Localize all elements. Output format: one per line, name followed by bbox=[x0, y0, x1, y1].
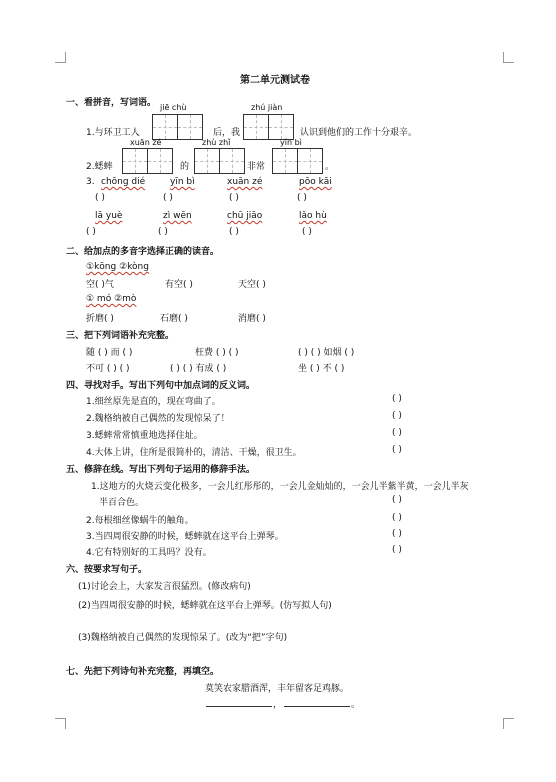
q3-number: 3. bbox=[86, 177, 95, 187]
box-cell[interactable] bbox=[298, 149, 322, 173]
antonym-item: 4.大体上讲，住所是很简朴的，清洁、干燥，很卫生。 bbox=[86, 448, 302, 458]
box-cell[interactable] bbox=[153, 115, 178, 139]
pinyin-item: chū jiāo bbox=[227, 211, 263, 221]
reading-options-mo: ① mó ②mò bbox=[86, 294, 137, 304]
sentence-task: (2)当四周很安静的时候，蟋蟀就在这平台上弹琴。(仿写拟人句) bbox=[78, 601, 332, 611]
pinyin-item: xuān zé bbox=[227, 177, 263, 187]
pinyin-zhuzhi: zhù zhǐ bbox=[202, 138, 231, 147]
answer-paren[interactable]: ( ) bbox=[392, 445, 402, 455]
answer-paren[interactable]: ( ) bbox=[392, 495, 402, 505]
poem-period: 。 bbox=[351, 700, 361, 710]
section-1-heading: 一、看拼音，写词语。 bbox=[66, 98, 157, 108]
idiom-item[interactable]: 坐 ( ) 不 ( ) bbox=[298, 364, 345, 374]
box-cell[interactable] bbox=[269, 115, 293, 139]
answer-paren[interactable]: ( ) bbox=[392, 529, 402, 539]
pinyin-item: lā yuè bbox=[95, 211, 123, 221]
answer-boxes-yinbi[interactable] bbox=[272, 148, 323, 174]
answer-boxes-xuanze[interactable] bbox=[122, 148, 173, 174]
rhetoric-item: 4.它有特别好的工具吗？没有。 bbox=[86, 548, 212, 558]
poem-blank-1[interactable] bbox=[206, 706, 272, 707]
pinyin-item: lǎo hù bbox=[299, 211, 327, 221]
choice-item[interactable]: 折磨( ) bbox=[86, 314, 114, 324]
choice-item[interactable]: 天空( ) bbox=[238, 280, 266, 290]
answer-paren[interactable]: ( ) bbox=[229, 193, 239, 203]
rhetoric-item: 2.每根细丝像蜗牛的触角。 bbox=[86, 516, 194, 526]
answer-paren[interactable]: ( ) bbox=[95, 193, 105, 203]
box-cell[interactable] bbox=[273, 149, 298, 173]
idiom-item[interactable]: 随 ( ) 而 ( ) bbox=[86, 348, 133, 358]
pinyin-item: pōo kāi bbox=[299, 177, 332, 187]
answer-boxes-jiechu[interactable] bbox=[152, 114, 203, 140]
antonym-item: 2.魏格纳被自己偶然的发现惊呆了！ bbox=[86, 414, 230, 424]
q1-suffix: 认识到他们的工作十分艰辛。 bbox=[300, 128, 418, 138]
rhetoric-item-cont: 半百合色。 bbox=[99, 498, 145, 508]
q1-middle: 后，我 bbox=[213, 128, 241, 138]
antonym-item: 3.蟋蟀常常慎重地选择住址。 bbox=[86, 431, 203, 441]
box-cell[interactable] bbox=[220, 149, 244, 173]
box-cell[interactable] bbox=[195, 149, 220, 173]
sentence-task: (3)魏格纳被自己偶然的发现惊呆了。(改为“把”字句) bbox=[78, 633, 288, 643]
answer-paren[interactable]: ( ) bbox=[158, 227, 168, 237]
box-cell[interactable] bbox=[148, 149, 172, 173]
answer-paren[interactable]: ( ) bbox=[297, 193, 307, 203]
answer-paren[interactable]: ( ) bbox=[163, 193, 173, 203]
answer-boxes-zhujian[interactable] bbox=[243, 114, 294, 140]
answer-paren[interactable]: ( ) bbox=[229, 227, 239, 237]
poem-blank-2[interactable] bbox=[284, 706, 350, 707]
poem-comma: ， bbox=[273, 700, 283, 710]
q2-middle-2: 非常 bbox=[247, 162, 266, 172]
crop-mark-bottom-left bbox=[55, 718, 66, 729]
idiom-item[interactable]: 枉费 ( ) ( ) bbox=[195, 348, 239, 358]
choice-item[interactable]: 消磨( ) bbox=[238, 314, 266, 324]
box-cell[interactable] bbox=[178, 115, 202, 139]
q2-suffix: 。 bbox=[325, 162, 335, 172]
idiom-item[interactable]: ( ) ( ) 如烟 ( ) bbox=[298, 348, 355, 358]
pinyin-item: yīn bì bbox=[170, 177, 195, 187]
box-cell[interactable] bbox=[244, 115, 269, 139]
pinyin-yinbi: yǐn bì bbox=[280, 138, 302, 147]
section-7-heading: 七、先把下列诗句补充完整，再填空。 bbox=[66, 667, 220, 677]
pinyin-zhujian: zhú jiàn bbox=[251, 103, 283, 112]
answer-paren[interactable]: ( ) bbox=[392, 411, 402, 421]
pinyin-jiechu: jiē chù bbox=[160, 103, 187, 112]
idiom-item[interactable]: ( ) ( ) 有成 ( ) bbox=[170, 364, 227, 374]
choice-item[interactable]: 石磨( ) bbox=[160, 314, 188, 324]
poem-line: 莫笑农家腊酒浑，丰年留客足鸡豚。 bbox=[205, 684, 350, 694]
choice-item[interactable]: 有空( ) bbox=[165, 280, 193, 290]
section-6-heading: 六、按要求写句子。 bbox=[66, 565, 148, 575]
answer-paren[interactable]: ( ) bbox=[392, 545, 402, 555]
crop-mark-bottom-right bbox=[503, 718, 514, 729]
antonym-item: 1.细丝原先是直的，现在弯曲了。 bbox=[86, 397, 221, 407]
answer-paren[interactable]: ( ) bbox=[392, 428, 402, 438]
box-cell[interactable] bbox=[123, 149, 148, 173]
choice-item[interactable]: 空( )气 bbox=[86, 280, 114, 290]
answer-paren[interactable]: ( ) bbox=[86, 227, 96, 237]
idiom-item[interactable]: 不可 ( ) ( ) bbox=[86, 364, 130, 374]
pinyin-item: chōng dié bbox=[101, 177, 146, 187]
section-4-heading: 四、寻找对手。写出下列句中加点词的反义词。 bbox=[66, 381, 256, 391]
crop-mark-top-left bbox=[55, 52, 66, 63]
page-title: 第二单元测试卷 bbox=[240, 75, 310, 86]
answer-paren[interactable]: ( ) bbox=[302, 227, 312, 237]
answer-boxes-zhuzhi[interactable] bbox=[194, 148, 245, 174]
rhetoric-item: 3.当四周很安静的时候，蟋蟀就在这平台上弹琴。 bbox=[86, 532, 284, 542]
answer-paren[interactable]: ( ) bbox=[392, 394, 402, 404]
pinyin-xuanze: xuān zé bbox=[130, 138, 162, 147]
section-3-heading: 三、把下列词语补充完整。 bbox=[66, 331, 175, 341]
rhetoric-item: 1.这地方的火烧云变化极多，一会儿红彤彤的，一会儿金灿灿的，一会儿半紫半黄，一会儿半灰 bbox=[91, 482, 469, 492]
q2-prefix: 2.蟋蟀 bbox=[86, 162, 113, 172]
pinyin-item: zì wēn bbox=[163, 211, 192, 221]
crop-mark-top-right bbox=[503, 52, 514, 63]
section-2-heading: 二、给加点的多音字选择正确的读音。 bbox=[66, 247, 220, 257]
reading-options-kong: ①kōng ②kòng bbox=[86, 262, 149, 272]
sentence-task: (1)讨论会上，大家发言很猛烈。(修改病句) bbox=[78, 582, 251, 592]
answer-paren[interactable]: ( ) bbox=[392, 513, 402, 523]
section-5-heading: 五、修辞在线。写出下列句子运用的修辞手法。 bbox=[66, 465, 256, 475]
q1-prefix: 1.与环卫工人 bbox=[86, 128, 140, 138]
q2-middle-1: 的 bbox=[180, 162, 190, 172]
